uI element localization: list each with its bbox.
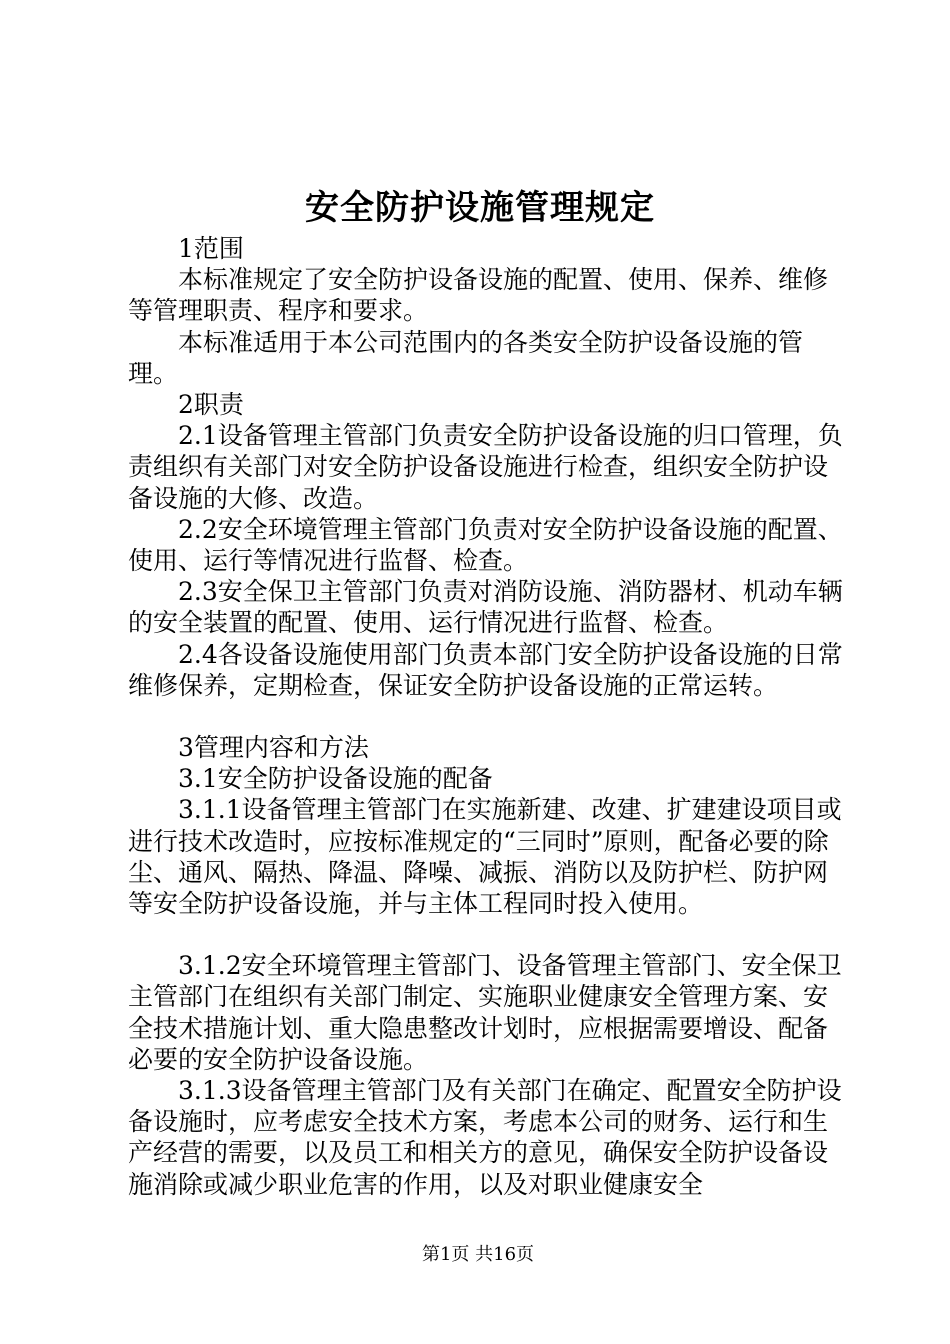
page-footer: 第1页 共16页: [421, 1244, 535, 1265]
paragraph: 2.2安全环境管理主管部门负责对安全防护设备设施的配置、使用、运行等情况进行监督、检查。: [128, 514, 843, 576]
paragraph: 本标准规定了安全防护设备设施的配置、使用、保养、维修等管理职责、程序和要求。: [128, 265, 829, 326]
paragraph: 2.3安全保卫主管部门负责对消防设施、消防器材、机动车辆的安全装置的配置、使用、运行情况进行监督、检查。: [128, 577, 843, 638]
blank-line: [128, 919, 848, 950]
subsection-heading: 3.1安全防护设备设施的配备: [178, 764, 493, 794]
paragraph: 3.1.1设备管理主管部门在实施新建、改建、扩建建设项目或进行技术改造时，应按标准规定的“三同时”原则，配备必要的除尘、通风、隔热、降温、降噪、减振、消防以及防护栏、防护网等安全防护设备设施，并与主体工程同时投入使用。: [128, 795, 842, 919]
blank-line: [128, 701, 848, 732]
paragraph: 3.1.3设备管理主管部门及有关部门在确定、配置安全防护设备设施时，应考虑安全技术方案，考虑本公司的财务、运行和生产经营的需要，以及员工和相关方的意见，确保安全防护设备设施消除或减少职业危害的作用，以及对职业健康安全: [128, 1076, 842, 1199]
document-title: 安全防护设施管理规定: [305, 188, 655, 228]
section-heading-duties: 2职责: [178, 390, 244, 420]
paragraph: 2.1设备管理主管部门负责安全防护设备设施的归口管理，负责组织有关部门对安全防护设备设施进行检查，组织安全防护设备设施的大修、改造。: [128, 421, 843, 513]
section-heading-management: 3管理内容和方法: [178, 733, 369, 763]
section-heading-scope: 1范围: [178, 234, 244, 263]
paragraph: 本标准适用于本公司范围内的各类安全防护设备设施的管理。: [128, 327, 804, 388]
document-body: [128, 233, 848, 1200]
paragraph: 2.4各设备设施使用部门负责本部门安全防护设备设施的日常维修保养，定期检查，保证安全防护设备设施的正常运转。: [128, 639, 843, 700]
paragraph: 3.1.2安全环境管理主管部门、设备管理主管部门、安全保卫主管部门在组织有关部门制定、实施职业健康安全管理方案、安全技术措施计划、重大隐患整改计划时，应根据需要增设、配备必要的安全防护设备设施。: [128, 951, 842, 1074]
